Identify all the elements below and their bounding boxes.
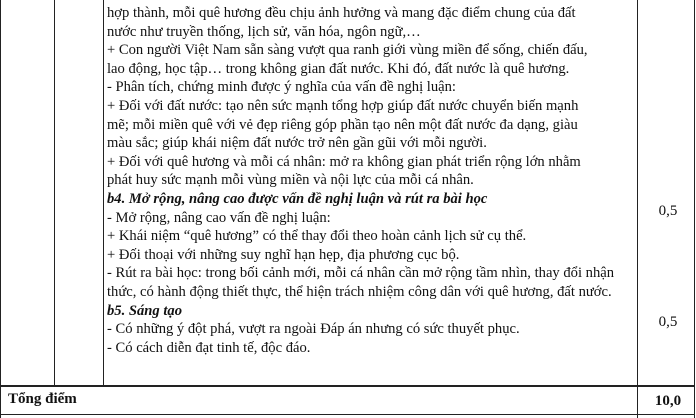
content-line: - Mở rộng, nâng cao vấn đề nghị luận: — [107, 209, 331, 226]
total-row-top-border — [0, 385, 695, 387]
section-heading: b4. Mở rộng, nâng cao được vấn đề nghị luận và rút ra bài học — [107, 190, 488, 207]
score-b4: 0,5 — [658, 203, 678, 219]
content-line: phát huy sức mạnh mỗi vùng miền và nội lực của mỗi cá nhân. — [107, 172, 474, 189]
content-line: + Đối thoại với những suy nghĩ hạn hẹp, địa phương cục bộ. — [107, 246, 460, 263]
total-label: Tổng điểm — [8, 391, 77, 407]
content-line: - Rút ra bài học: trong bối cảnh mới, mỗi cá nhân cần mở rộng tầm nhìn, thay đổi nhận — [107, 265, 615, 282]
table-column-divider-2 — [103, 0, 104, 385]
content-line: - Có những ý đột phá, vượt ra ngoài Đáp án nhưng có sức thuyết phục. — [107, 321, 520, 338]
content-line: + Đối với đất nước: tạo nên sức mạnh tổng hợp giúp đất nước chuyển biến mạnh — [107, 97, 579, 114]
total-value: 10,0 — [654, 393, 682, 409]
content-line: - Có cách diễn đạt tinh tế, độc đáo. — [107, 339, 311, 356]
content-line: + Đối với quê hương và mỗi cá nhân: mở ra không gian phát triển rộng lớn nhằm — [107, 153, 581, 170]
table-column-divider-1 — [54, 0, 55, 385]
content-line: hợp thành, mỗi quê hương đều chịu ảnh hưởng và mang đặc điểm chung của đất — [107, 5, 576, 21]
content-line: thức, có hành động thiết thực, thể hiện trách nhiệm công dân với quê hương, đất nước. — [107, 283, 612, 300]
content-line: + Khái niệm “quê hương” có thể thay đổi theo hoàn cảnh lịch sử cụ thể. — [107, 228, 527, 245]
table-border-left — [0, 0, 1, 418]
content-line: nước như truyền thống, lịch sử, văn hóa, ngôn ngữ,… — [107, 23, 421, 40]
content-line: lao động, học tập… trong không gian đất nước. Khi đó, đất nước là quê hương. — [107, 60, 570, 77]
score-b5: 0,5 — [658, 314, 678, 330]
content-line: mẽ; mỗi miền quê với vẻ đẹp riêng góp phần tạo nên một đất nước đa dạng, giàu — [107, 116, 578, 133]
content-line: + Con người Việt Nam sẵn sàng vượt qua ranh giới vùng miền để sống, chiến đấu, — [107, 42, 588, 59]
content-line: - Phân tích, chứng minh được ý nghĩa của vấn đề nghị luận: — [107, 79, 456, 96]
content-line: màu sắc; giúp khái niệm đất nước trở nên gần gũi với mỗi người. — [107, 135, 487, 152]
section-heading: b5. Sáng tạo — [107, 302, 183, 319]
answer-content — [107, 4, 641, 357]
table-bottom-border — [0, 414, 695, 415]
